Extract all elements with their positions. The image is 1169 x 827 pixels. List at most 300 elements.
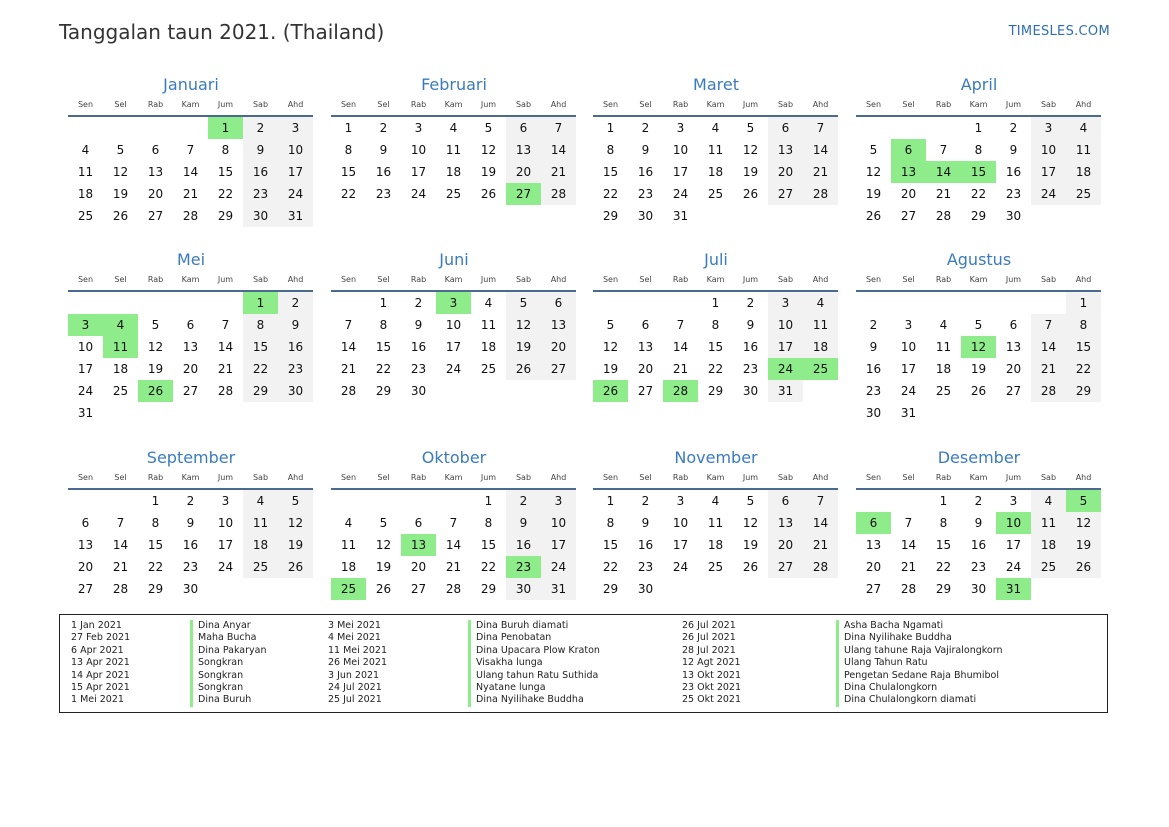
day-cell[interactable]: 31 xyxy=(900,406,917,420)
day-cell[interactable]: 18 xyxy=(1031,534,1066,556)
day-cell[interactable]: 13 xyxy=(506,139,541,161)
day-cell[interactable]: 4 xyxy=(711,494,720,508)
day-cell[interactable]: 8 xyxy=(606,516,615,530)
day-cell[interactable]: 8 xyxy=(243,314,278,336)
day-cell[interactable]: 30 xyxy=(410,384,427,398)
day-cell[interactable]: 18 xyxy=(707,165,724,179)
day-cell[interactable]: 10 xyxy=(672,516,689,530)
day-cell[interactable]: 12 xyxy=(865,165,882,179)
holiday-day-cell[interactable]: 3 xyxy=(436,292,471,314)
day-cell[interactable]: 11 xyxy=(707,516,724,530)
holiday-day-cell[interactable]: 6 xyxy=(856,512,891,534)
day-cell[interactable]: 9 xyxy=(506,512,541,534)
day-cell[interactable]: 29 xyxy=(480,582,497,596)
day-cell[interactable]: 22 xyxy=(602,187,619,201)
day-cell[interactable]: 3 xyxy=(221,494,230,508)
day-cell[interactable]: 24 xyxy=(1005,560,1022,574)
day-cell[interactable]: 16 xyxy=(865,362,882,376)
day-cell[interactable]: 6 xyxy=(414,516,423,530)
day-cell[interactable]: 30 xyxy=(243,205,278,227)
day-cell[interactable]: 13 xyxy=(77,538,94,552)
day-cell[interactable]: 14 xyxy=(1031,336,1066,358)
day-cell[interactable]: 18 xyxy=(112,362,129,376)
day-cell[interactable]: 28 xyxy=(217,384,234,398)
day-cell[interactable]: 1 xyxy=(606,121,615,135)
day-cell[interactable]: 17 xyxy=(672,538,689,552)
day-cell[interactable]: 21 xyxy=(182,187,199,201)
day-cell[interactable]: 1 xyxy=(939,494,948,508)
day-cell[interactable]: 2 xyxy=(186,494,195,508)
day-cell[interactable]: 27 xyxy=(865,582,882,596)
day-cell[interactable]: 3 xyxy=(1009,494,1018,508)
day-cell[interactable]: 9 xyxy=(869,340,878,354)
day-cell[interactable]: 15 xyxy=(1066,336,1101,358)
day-cell[interactable]: 10 xyxy=(900,340,917,354)
day-cell[interactable]: 19 xyxy=(506,336,541,358)
day-cell[interactable]: 16 xyxy=(970,538,987,552)
day-cell[interactable]: 23 xyxy=(410,362,427,376)
day-cell[interactable]: 12 xyxy=(742,143,759,157)
day-cell[interactable]: 21 xyxy=(112,560,129,574)
day-cell[interactable]: 29 xyxy=(147,582,164,596)
day-cell[interactable]: 14 xyxy=(541,139,576,161)
day-cell[interactable]: 28 xyxy=(803,183,838,205)
day-cell[interactable]: 7 xyxy=(803,490,838,512)
day-cell[interactable]: 9 xyxy=(186,516,195,530)
day-cell[interactable]: 22 xyxy=(375,362,392,376)
day-cell[interactable]: 31 xyxy=(541,578,576,600)
day-cell[interactable]: 5 xyxy=(606,318,615,332)
holiday-day-cell[interactable]: 13 xyxy=(401,534,436,556)
day-cell[interactable]: 26 xyxy=(112,209,129,223)
holiday-day-cell[interactable]: 26 xyxy=(593,380,628,402)
day-cell[interactable]: 3 xyxy=(768,292,803,314)
day-cell[interactable]: 21 xyxy=(541,161,576,183)
day-cell[interactable]: 14 xyxy=(445,538,462,552)
day-cell[interactable]: 21 xyxy=(672,362,689,376)
day-cell[interactable]: 29 xyxy=(970,209,987,223)
day-cell[interactable]: 23 xyxy=(637,187,654,201)
day-cell[interactable]: 7 xyxy=(449,516,458,530)
day-cell[interactable]: 21 xyxy=(1031,358,1066,380)
day-cell[interactable]: 26 xyxy=(375,582,392,596)
day-cell[interactable]: 21 xyxy=(900,560,917,574)
day-cell[interactable]: 9 xyxy=(278,314,313,336)
day-cell[interactable]: 26 xyxy=(480,187,497,201)
day-cell[interactable]: 26 xyxy=(506,358,541,380)
day-cell[interactable]: 8 xyxy=(221,143,230,157)
day-cell[interactable]: 9 xyxy=(243,139,278,161)
day-cell[interactable]: 24 xyxy=(1031,183,1066,205)
day-cell[interactable]: 26 xyxy=(970,384,987,398)
day-cell[interactable]: 17 xyxy=(1005,538,1022,552)
day-cell[interactable]: 15 xyxy=(375,340,392,354)
day-cell[interactable]: 24 xyxy=(672,187,689,201)
day-cell[interactable]: 22 xyxy=(340,187,357,201)
day-cell[interactable]: 3 xyxy=(278,117,313,139)
day-cell[interactable]: 18 xyxy=(243,534,278,556)
day-cell[interactable]: 15 xyxy=(602,165,619,179)
day-cell[interactable]: 23 xyxy=(865,384,882,398)
day-cell[interactable]: 2 xyxy=(974,494,983,508)
day-cell[interactable]: 8 xyxy=(939,516,948,530)
day-cell[interactable]: 21 xyxy=(803,161,838,183)
day-cell[interactable]: 8 xyxy=(344,143,353,157)
day-cell[interactable]: 25 xyxy=(445,187,462,201)
day-cell[interactable]: 8 xyxy=(711,318,720,332)
day-cell[interactable]: 9 xyxy=(414,318,423,332)
day-cell[interactable]: 2 xyxy=(746,296,755,310)
day-cell[interactable]: 20 xyxy=(410,560,427,574)
day-cell[interactable]: 22 xyxy=(147,560,164,574)
day-cell[interactable]: 18 xyxy=(445,165,462,179)
day-cell[interactable]: 19 xyxy=(375,560,392,574)
day-cell[interactable]: 17 xyxy=(672,165,689,179)
day-cell[interactable]: 6 xyxy=(81,516,90,530)
day-cell[interactable]: 14 xyxy=(112,538,129,552)
day-cell[interactable]: 13 xyxy=(147,165,164,179)
day-cell[interactable]: 12 xyxy=(506,314,541,336)
day-cell[interactable]: 23 xyxy=(637,560,654,574)
day-cell[interactable]: 30 xyxy=(506,578,541,600)
day-cell[interactable]: 28 xyxy=(112,582,129,596)
day-cell[interactable]: 10 xyxy=(768,314,803,336)
day-cell[interactable]: 27 xyxy=(541,358,576,380)
day-cell[interactable]: 16 xyxy=(637,538,654,552)
holiday-day-cell[interactable]: 5 xyxy=(1066,490,1101,512)
holiday-day-cell[interactable]: 6 xyxy=(891,139,926,161)
day-cell[interactable]: 1 xyxy=(151,494,160,508)
day-cell[interactable]: 1 xyxy=(1066,292,1101,314)
day-cell[interactable]: 8 xyxy=(151,516,160,530)
holiday-day-cell[interactable]: 31 xyxy=(996,578,1031,600)
day-cell[interactable]: 28 xyxy=(935,209,952,223)
day-cell[interactable]: 14 xyxy=(803,512,838,534)
day-cell[interactable]: 13 xyxy=(768,512,803,534)
day-cell[interactable]: 16 xyxy=(742,340,759,354)
day-cell[interactable]: 10 xyxy=(278,139,313,161)
day-cell[interactable]: 20 xyxy=(182,362,199,376)
day-cell[interactable]: 16 xyxy=(410,340,427,354)
day-cell[interactable]: 28 xyxy=(340,384,357,398)
holiday-day-cell[interactable]: 1 xyxy=(243,292,278,314)
day-cell[interactable]: 10 xyxy=(541,512,576,534)
day-cell[interactable]: 29 xyxy=(375,384,392,398)
day-cell[interactable]: 9 xyxy=(641,143,650,157)
day-cell[interactable]: 21 xyxy=(935,187,952,201)
day-cell[interactable]: 17 xyxy=(768,336,803,358)
day-cell[interactable]: 12 xyxy=(742,516,759,530)
day-cell[interactable]: 31 xyxy=(672,209,689,223)
day-cell[interactable]: 24 xyxy=(77,384,94,398)
brand-link[interactable]: TIMESLES.COM xyxy=(1008,24,1110,39)
day-cell[interactable]: 20 xyxy=(768,534,803,556)
day-cell[interactable]: 6 xyxy=(1009,318,1018,332)
day-cell[interactable]: 24 xyxy=(217,560,234,574)
day-cell[interactable]: 22 xyxy=(602,560,619,574)
day-cell[interactable]: 12 xyxy=(147,340,164,354)
day-cell[interactable]: 28 xyxy=(445,582,462,596)
day-cell[interactable]: 19 xyxy=(1066,534,1101,556)
day-cell[interactable]: 5 xyxy=(484,121,493,135)
day-cell[interactable]: 10 xyxy=(217,516,234,530)
day-cell[interactable]: 3 xyxy=(1031,117,1066,139)
day-cell[interactable]: 17 xyxy=(410,165,427,179)
holiday-day-cell[interactable]: 14 xyxy=(926,161,961,183)
day-cell[interactable]: 12 xyxy=(278,512,313,534)
day-cell[interactable]: 28 xyxy=(182,209,199,223)
day-cell[interactable]: 2 xyxy=(379,121,388,135)
day-cell[interactable]: 9 xyxy=(974,516,983,530)
day-cell[interactable]: 7 xyxy=(116,516,125,530)
day-cell[interactable]: 9 xyxy=(746,318,755,332)
day-cell[interactable]: 13 xyxy=(865,538,882,552)
day-cell[interactable]: 27 xyxy=(900,209,917,223)
day-cell[interactable]: 21 xyxy=(445,560,462,574)
day-cell[interactable]: 22 xyxy=(970,187,987,201)
day-cell[interactable]: 13 xyxy=(1005,340,1022,354)
day-cell[interactable]: 8 xyxy=(1066,314,1101,336)
day-cell[interactable]: 14 xyxy=(900,538,917,552)
day-cell[interactable]: 6 xyxy=(186,318,195,332)
day-cell[interactable]: 6 xyxy=(506,117,541,139)
day-cell[interactable]: 28 xyxy=(900,582,917,596)
day-cell[interactable]: 17 xyxy=(541,534,576,556)
day-cell[interactable]: 16 xyxy=(506,534,541,556)
day-cell[interactable]: 7 xyxy=(541,117,576,139)
day-cell[interactable]: 7 xyxy=(939,143,948,157)
day-cell[interactable]: 11 xyxy=(707,143,724,157)
day-cell[interactable]: 4 xyxy=(803,292,838,314)
day-cell[interactable]: 20 xyxy=(77,560,94,574)
day-cell[interactable]: 18 xyxy=(935,362,952,376)
day-cell[interactable]: 31 xyxy=(77,406,94,420)
day-cell[interactable]: 26 xyxy=(278,556,313,578)
holiday-day-cell[interactable]: 23 xyxy=(506,556,541,578)
day-cell[interactable]: 10 xyxy=(672,143,689,157)
day-cell[interactable]: 8 xyxy=(606,143,615,157)
day-cell[interactable]: 26 xyxy=(865,209,882,223)
day-cell[interactable]: 21 xyxy=(340,362,357,376)
day-cell[interactable]: 25 xyxy=(243,556,278,578)
day-cell[interactable]: 18 xyxy=(480,340,497,354)
day-cell[interactable]: 5 xyxy=(974,318,983,332)
day-cell[interactable]: 18 xyxy=(1066,161,1101,183)
day-cell[interactable]: 27 xyxy=(768,183,803,205)
day-cell[interactable]: 13 xyxy=(541,314,576,336)
day-cell[interactable]: 27 xyxy=(768,556,803,578)
day-cell[interactable]: 11 xyxy=(803,314,838,336)
day-cell[interactable]: 25 xyxy=(935,384,952,398)
day-cell[interactable]: 23 xyxy=(278,358,313,380)
day-cell[interactable]: 14 xyxy=(217,340,234,354)
day-cell[interactable]: 15 xyxy=(480,538,497,552)
day-cell[interactable]: 18 xyxy=(77,187,94,201)
day-cell[interactable]: 24 xyxy=(445,362,462,376)
day-cell[interactable]: 25 xyxy=(77,209,94,223)
day-cell[interactable]: 20 xyxy=(506,161,541,183)
day-cell[interactable]: 4 xyxy=(243,490,278,512)
day-cell[interactable]: 20 xyxy=(147,187,164,201)
day-cell[interactable]: 22 xyxy=(935,560,952,574)
day-cell[interactable]: 9 xyxy=(1009,143,1018,157)
day-cell[interactable]: 30 xyxy=(970,582,987,596)
day-cell[interactable]: 28 xyxy=(541,183,576,205)
day-cell[interactable]: 8 xyxy=(974,143,983,157)
day-cell[interactable]: 27 xyxy=(77,582,94,596)
day-cell[interactable]: 1 xyxy=(379,296,388,310)
day-cell[interactable]: 7 xyxy=(803,117,838,139)
holiday-day-cell[interactable]: 13 xyxy=(891,161,926,183)
day-cell[interactable]: 17 xyxy=(77,362,94,376)
day-cell[interactable]: 2 xyxy=(869,318,878,332)
day-cell[interactable]: 16 xyxy=(278,336,313,358)
day-cell[interactable]: 25 xyxy=(112,384,129,398)
day-cell[interactable]: 8 xyxy=(484,516,493,530)
day-cell[interactable]: 14 xyxy=(803,139,838,161)
day-cell[interactable]: 15 xyxy=(147,538,164,552)
day-cell[interactable]: 11 xyxy=(1031,512,1066,534)
day-cell[interactable]: 15 xyxy=(602,538,619,552)
day-cell[interactable]: 16 xyxy=(1005,165,1022,179)
holiday-day-cell[interactable]: 3 xyxy=(68,314,103,336)
day-cell[interactable]: 11 xyxy=(77,165,94,179)
day-cell[interactable]: 17 xyxy=(217,538,234,552)
day-cell[interactable]: 15 xyxy=(217,165,234,179)
day-cell[interactable]: 27 xyxy=(410,582,427,596)
day-cell[interactable]: 15 xyxy=(935,538,952,552)
day-cell[interactable]: 4 xyxy=(939,318,948,332)
day-cell[interactable]: 16 xyxy=(375,165,392,179)
day-cell[interactable]: 4 xyxy=(484,296,493,310)
day-cell[interactable]: 15 xyxy=(340,165,357,179)
day-cell[interactable]: 3 xyxy=(414,121,423,135)
day-cell[interactable]: 23 xyxy=(1005,187,1022,201)
day-cell[interactable]: 26 xyxy=(742,560,759,574)
day-cell[interactable]: 5 xyxy=(746,121,755,135)
day-cell[interactable]: 29 xyxy=(243,380,278,402)
day-cell[interactable]: 19 xyxy=(147,362,164,376)
day-cell[interactable]: 19 xyxy=(112,187,129,201)
day-cell[interactable]: 11 xyxy=(445,143,462,157)
day-cell[interactable]: 11 xyxy=(1066,139,1101,161)
day-cell[interactable]: 5 xyxy=(116,143,125,157)
day-cell[interactable]: 8 xyxy=(379,318,388,332)
day-cell[interactable]: 29 xyxy=(707,384,724,398)
day-cell[interactable]: 6 xyxy=(541,292,576,314)
day-cell[interactable]: 7 xyxy=(344,318,353,332)
day-cell[interactable]: 20 xyxy=(637,362,654,376)
day-cell[interactable]: 14 xyxy=(672,340,689,354)
day-cell[interactable]: 10 xyxy=(410,143,427,157)
day-cell[interactable]: 18 xyxy=(803,336,838,358)
day-cell[interactable]: 26 xyxy=(1066,556,1101,578)
day-cell[interactable]: 1 xyxy=(484,494,493,508)
day-cell[interactable]: 25 xyxy=(707,187,724,201)
day-cell[interactable]: 2 xyxy=(1009,121,1018,135)
day-cell[interactable]: 17 xyxy=(278,161,313,183)
day-cell[interactable]: 16 xyxy=(243,161,278,183)
holiday-day-cell[interactable]: 15 xyxy=(961,161,996,183)
day-cell[interactable]: 10 xyxy=(1031,139,1066,161)
day-cell[interactable]: 13 xyxy=(768,139,803,161)
day-cell[interactable]: 1 xyxy=(344,121,353,135)
day-cell[interactable]: 17 xyxy=(445,340,462,354)
day-cell[interactable]: 29 xyxy=(935,582,952,596)
day-cell[interactable]: 16 xyxy=(182,538,199,552)
day-cell[interactable]: 2 xyxy=(641,121,650,135)
day-cell[interactable]: 30 xyxy=(637,209,654,223)
day-cell[interactable]: 15 xyxy=(243,336,278,358)
day-cell[interactable]: 2 xyxy=(414,296,423,310)
day-cell[interactable]: 2 xyxy=(506,490,541,512)
day-cell[interactable]: 7 xyxy=(1031,314,1066,336)
day-cell[interactable]: 16 xyxy=(637,165,654,179)
day-cell[interactable]: 26 xyxy=(742,187,759,201)
day-cell[interactable]: 28 xyxy=(803,556,838,578)
day-cell[interactable]: 19 xyxy=(742,538,759,552)
day-cell[interactable]: 20 xyxy=(1005,362,1022,376)
day-cell[interactable]: 1 xyxy=(606,494,615,508)
day-cell[interactable]: 6 xyxy=(641,318,650,332)
day-cell[interactable]: 18 xyxy=(707,538,724,552)
day-cell[interactable]: 14 xyxy=(182,165,199,179)
day-cell[interactable]: 5 xyxy=(151,318,160,332)
day-cell[interactable]: 25 xyxy=(1066,183,1101,205)
day-cell[interactable]: 17 xyxy=(900,362,917,376)
day-cell[interactable]: 5 xyxy=(869,143,878,157)
day-cell[interactable]: 23 xyxy=(970,560,987,574)
day-cell[interactable]: 13 xyxy=(637,340,654,354)
day-cell[interactable]: 1 xyxy=(974,121,983,135)
day-cell[interactable]: 7 xyxy=(221,318,230,332)
day-cell[interactable]: 2 xyxy=(641,494,650,508)
day-cell[interactable]: 27 xyxy=(1005,384,1022,398)
day-cell[interactable]: 6 xyxy=(151,143,160,157)
day-cell[interactable]: 22 xyxy=(1066,358,1101,380)
day-cell[interactable]: 12 xyxy=(1066,512,1101,534)
day-cell[interactable]: 5 xyxy=(506,292,541,314)
day-cell[interactable]: 30 xyxy=(865,406,882,420)
day-cell[interactable]: 20 xyxy=(768,161,803,183)
day-cell[interactable]: 23 xyxy=(243,183,278,205)
day-cell[interactable]: 20 xyxy=(541,336,576,358)
day-cell[interactable]: 30 xyxy=(1005,209,1022,223)
day-cell[interactable]: 9 xyxy=(641,516,650,530)
day-cell[interactable]: 11 xyxy=(935,340,952,354)
day-cell[interactable]: 2 xyxy=(278,292,313,314)
day-cell[interactable]: 19 xyxy=(970,362,987,376)
day-cell[interactable]: 21 xyxy=(803,534,838,556)
day-cell[interactable]: 24 xyxy=(900,384,917,398)
day-cell[interactable]: 24 xyxy=(278,183,313,205)
day-cell[interactable]: 11 xyxy=(340,538,357,552)
day-cell[interactable]: 28 xyxy=(1031,380,1066,402)
day-cell[interactable]: 3 xyxy=(541,490,576,512)
day-cell[interactable]: 2 xyxy=(243,117,278,139)
day-cell[interactable]: 12 xyxy=(602,340,619,354)
day-cell[interactable]: 24 xyxy=(541,556,576,578)
day-cell[interactable]: 30 xyxy=(182,582,199,596)
day-cell[interactable]: 1 xyxy=(711,296,720,310)
day-cell[interactable]: 29 xyxy=(602,209,619,223)
day-cell[interactable]: 20 xyxy=(865,560,882,574)
day-cell[interactable]: 10 xyxy=(77,340,94,354)
day-cell[interactable]: 3 xyxy=(904,318,913,332)
holiday-day-cell[interactable]: 26 xyxy=(138,380,173,402)
day-cell[interactable]: 25 xyxy=(480,362,497,376)
day-cell[interactable]: 23 xyxy=(375,187,392,201)
